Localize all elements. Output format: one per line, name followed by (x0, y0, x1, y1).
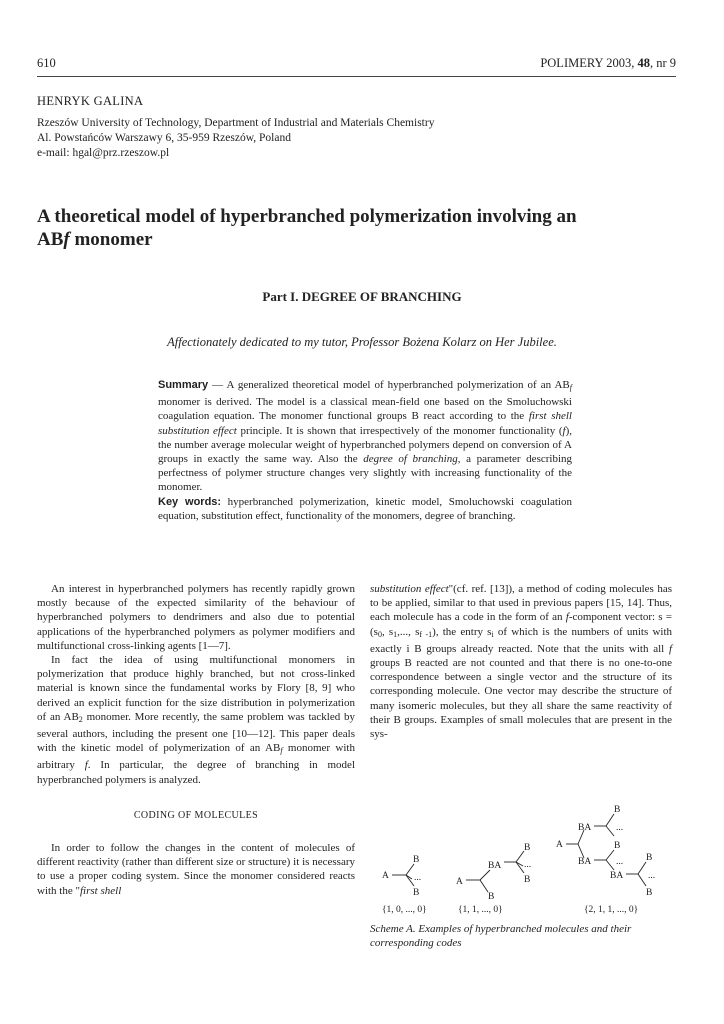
part-heading: Part I. DEGREE OF BRANCHING (262, 289, 462, 304)
email-line: e-mail: hgal@prz.rzeszow.pl (37, 147, 170, 159)
molecule-code: {2, 1, 1, ..., 0} (584, 905, 639, 915)
summary-label: Summary (158, 379, 209, 391)
journal-reference: POLIMERY 2003, 48, nr 9 (540, 56, 676, 70)
keywords: Key words: hyperbranched polymerization, kinetic model, Smoluchowski coagulation equation, substitution effect, functionality of the monomers, degree of branching. (158, 495, 572, 522)
atom-label: BA (488, 861, 502, 871)
atom-label: B (614, 841, 621, 851)
atom-label: A (382, 871, 389, 881)
page-header (37, 56, 676, 74)
affiliation-line: Rzeszów University of Technology, Department of Industrial and Materials Chemistry (37, 117, 435, 129)
molecule-code: {1, 1, ..., 0} (458, 905, 503, 915)
dots-label: ... (648, 871, 656, 881)
paragraph: In fact the idea of using multifunctional monomers in polymerization that produce highly branched, but not cross-linked material is known since the fundamental works by Flory [8, 9] who derived an explicit function for the size distribution in polymerization of an $AB_2$ monomer. More recently, the same problem was tackled by several authors, including the present one [10—12]. This paper deals with the kinetic model of polymerization of an $AB_f$ monomer with arbitrary f. In particular, the degree of branching in model hyperbranched polymers is analyzed. (37, 654, 355, 786)
atom-label: B (614, 805, 621, 815)
paper-title: A theoretical model of hyperbranched polymerization involving an ABf monomer (37, 206, 577, 250)
molecule-labels (382, 805, 655, 915)
molecule-diagrams (370, 800, 680, 920)
atom-label: B (413, 888, 420, 898)
affiliation (37, 116, 434, 161)
atom-label: BA (578, 823, 592, 833)
header-rule (37, 76, 676, 77)
keywords-label: Key words: (158, 495, 222, 508)
body-column-right (370, 582, 672, 741)
affiliation-line: Al. Powstańców Warszawy 6, 35-959 Rzeszów, Poland (37, 132, 291, 144)
scheme-a-figure (370, 800, 680, 920)
atom-label: B (413, 855, 420, 865)
author-name: HENRYK GALINA (37, 94, 144, 108)
atom-label: A (556, 840, 563, 850)
dedication: Affectionately dedicated to my tutor, Professor Bożena Kolarz on Her Jubilee. (167, 335, 557, 349)
atom-label: B (524, 843, 531, 853)
dots-label: ... (414, 873, 422, 883)
paragraph: In order to follow the changes in the content of molecules of different reactivity (rather than different size or structure) it is necessary to use a proper coding system. Since the monomer considered reacts with the "first shell (37, 842, 355, 897)
paragraph: substitution effect"(cf. ref. [13]), a method of coding molecules has to be applied, similar to that used in previous papers [15, 14]. Thus, each molecule has a code in the form of an f-component vector: $s = (s_0$, $s_1$,..., $s_{f -1}$), the entry $s_i$ of which is the numbers of units with exactly i B groups already reacted. Note that the units with all f groups B reacted are not counted and that there is no one-to-one correspondence between a single vector and the structure of its corresponding molecule. One vector may describe the structure of many isomeric molecules, but they all share the same reactivity of their B groups. Examples of small molecules that are present in the sys- (370, 583, 672, 741)
molecule-code: {1, 0, ..., 0} (382, 905, 427, 915)
page-number: 610 (37, 56, 56, 70)
atom-label: A (456, 877, 463, 887)
summary-block (158, 378, 572, 523)
atom-label: B (646, 888, 653, 898)
section-heading: CODING OF MOLECULES (133, 809, 259, 821)
body-column-left (37, 582, 355, 898)
dots-label: ... (616, 857, 624, 867)
volume-number: 48 (637, 56, 650, 70)
atom-label: BA (578, 857, 592, 867)
atom-label: B (524, 875, 531, 885)
paragraph: An interest in hyperbranched polymers has recently rapidly grown mostly because of the expected similarity of the behaviour of hyperbranched polymers to dendrimers and also due to potential applications of the hyperbranched polymers as polymer modifiers and multifunctional cross-linking agents [1—7]. (37, 583, 355, 652)
atom-label: B (646, 853, 653, 863)
atom-label: BA (610, 871, 624, 881)
atom-label: B (488, 892, 495, 902)
dots-label: ... (524, 860, 532, 870)
scheme-caption: Scheme A. Examples of hyperbranched molecules and their corresponding codes (370, 923, 632, 949)
summary-text: Summary — A generalized theoretical model of hyperbranched polymerization of an $AB_f$ monomer is derived. The model is a classical mean-field one based on the Smoluchowski coagulation equation. The monomer functional groups B react according to the first shell substitution effect principle. It is shown that irrespectively of the monomer functionality (f), the number average molecular weight of hyperbranched polymers depend on conversion of A groups in exactly the same way. Also the degree of branching, a parameter describing perfectness of polymer structure changes very slightly with increasing functionality of the monomer. (158, 379, 573, 494)
dots-label: ... (616, 823, 624, 833)
